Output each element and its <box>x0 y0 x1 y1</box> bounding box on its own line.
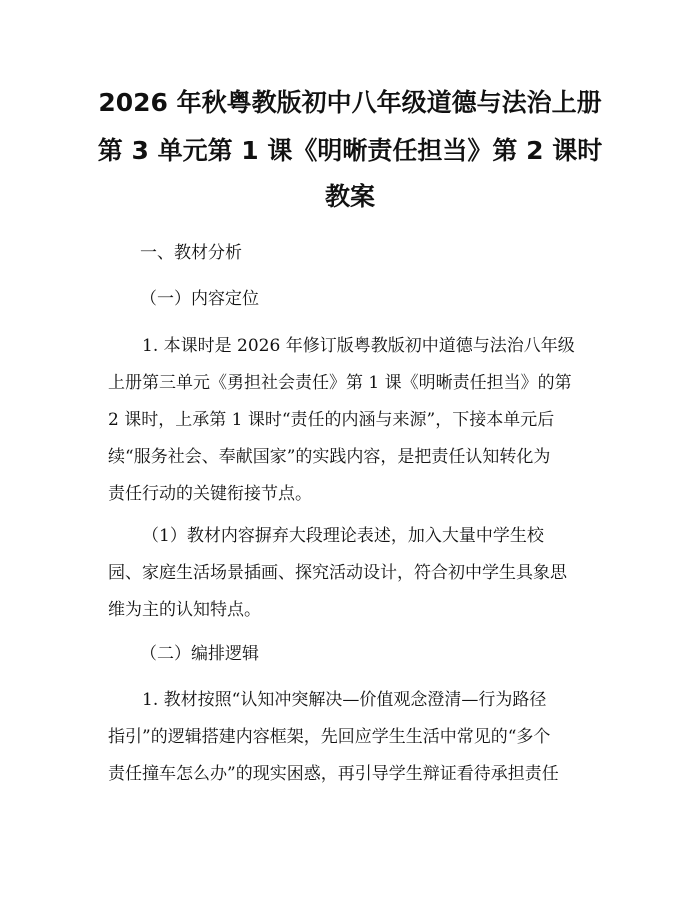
paragraph-line: 2 课时，上承第 1 课时“责任的内涵与来源”，下接本单元后 <box>108 410 555 430</box>
document-title-line-2: 第 3 单元第 1 课《明晰责任担当》第 2 课时 <box>97 136 603 165</box>
subsection-heading-content-positioning: （一）内容定位 <box>140 289 259 309</box>
paragraph-line: 责任行动的关键衔接节点。 <box>108 484 312 504</box>
paragraph-line: 续“服务社会、奉献国家”的实践内容，是把责任认知转化为 <box>108 447 551 467</box>
paragraph-textbook-features <box>108 518 602 629</box>
paragraph-arrangement-logic <box>108 682 602 793</box>
paragraph-line: 指引”的逻辑搭建内容框架，先回应学生生活中常见的“多个 <box>108 727 551 747</box>
paragraph-line: 1. 教材按照“认知冲突解决—价值观念澄清—行为路径 <box>142 690 547 710</box>
paragraph-content-positioning <box>108 328 602 513</box>
paragraph-line: 1. 本课时是 2026 年修订版粤教版初中道德与法治八年级 <box>142 336 575 356</box>
paragraph-line: 责任撞车怎么办”的现实困惑，再引导学生辩证看待承担责任 <box>108 764 559 784</box>
subsection-heading-arrangement-logic: （二）编排逻辑 <box>140 644 259 664</box>
paragraph-line: 维为主的认知特点。 <box>108 600 261 620</box>
document-title-line-1: 2026 年秋粤教版初中八年级道德与法治上册 <box>98 88 602 117</box>
document-title-line-3: 教案 <box>324 182 375 211</box>
paragraph-line: 上册第三单元《勇担社会责任》第 1 课《明晰责任担当》的第 <box>108 373 572 393</box>
paragraph-line: （1）教材内容摒弃大段理论表述，加入大量中学生校 <box>142 526 544 546</box>
paragraph-line: 园、家庭生活场景插画、探究活动设计，符合初中学生具象思 <box>108 563 567 583</box>
section-heading-textbook-analysis: 一、教材分析 <box>140 243 242 263</box>
